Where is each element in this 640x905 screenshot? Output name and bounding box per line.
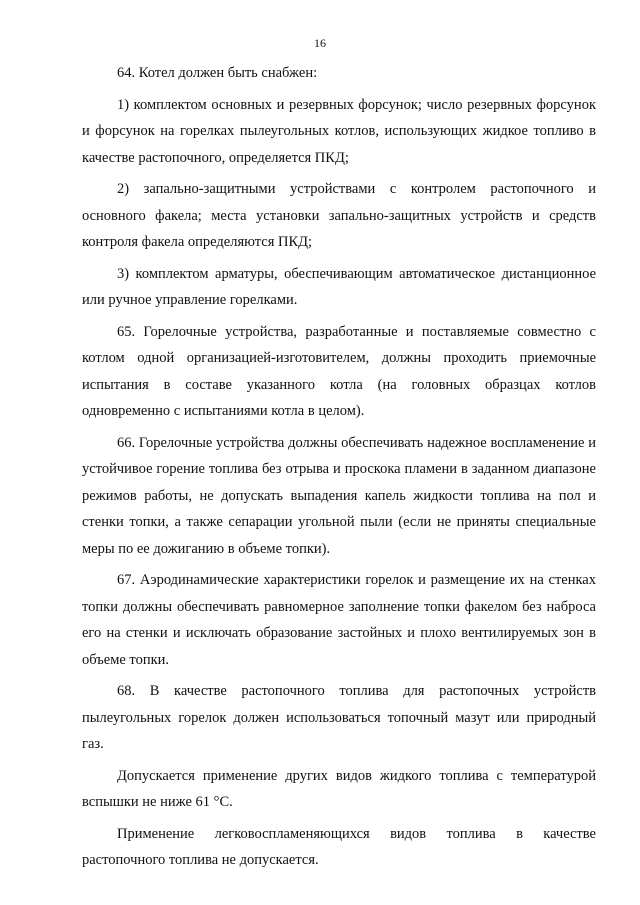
paragraph-68-allowed: Допускается применение других видов жидкого топлива с температурой вспышки не ниже 61 °С. (82, 767, 596, 810)
page-number: 16 (314, 36, 326, 50)
paragraph-68-prohibited: Применение легковоспламеняющихся видов топлива в качестве растопочного топлива не допускается. (82, 825, 596, 868)
document-body (82, 60, 596, 879)
paragraph-67: 67. Аэродинамические характеристики горелок и размещение их на стенках топки должны обеспечивать равномерное заполнение топки факелом без наброса его на стенки и исключать образование застойных и плохо вентилируемых зон в объеме топки. (82, 572, 596, 668)
paragraph-64-item-2: 2) запально-защитными устройствами с контролем растопочного и основного факела; места установки запально-защитных устройств и средств контроля факела определяются ПКД; (82, 181, 596, 250)
paragraph-64-item-3: 3) комплектом арматуры, обеспечивающим автоматическое дистанционное или ручное управление горелками. (82, 265, 596, 308)
paragraph-64-item-1: 1) комплектом основных и резервных форсунок; число резервных форсунок и форсунок на горелках пылеугольных котлов, использующих жидкое топливо в качестве растопочного, определяется ПКД; (82, 96, 596, 166)
paragraph-66: 66. Горелочные устройства должны обеспечивать надежное воспламенение и устойчивое горение топлива без отрыва и проскока пламени в заданном диапазоне режимов работы, не допускать выпадения капель жидкости топлива на пол и стенки топки, а также сепарации угольной пыли (если не приняты специальные меры по ее дожиганию в объеме топки). (82, 434, 596, 557)
paragraph-65: 65. Горелочные устройства, разработанные и поставляемые совместно с котлом одной организацией-изготовителем, должны проходить приемочные испытания в составе указанного котла (на головных образцах котлов одновременно с испытаниями котла в целом). (82, 323, 596, 419)
paragraph-64: 64. Котел должен быть снабжен: (117, 65, 318, 81)
paragraph-68: 68. В качестве растопочного топлива для растопочных устройств пылеугольных горелок должен использоваться топочный мазут или природный газ. (82, 683, 596, 752)
